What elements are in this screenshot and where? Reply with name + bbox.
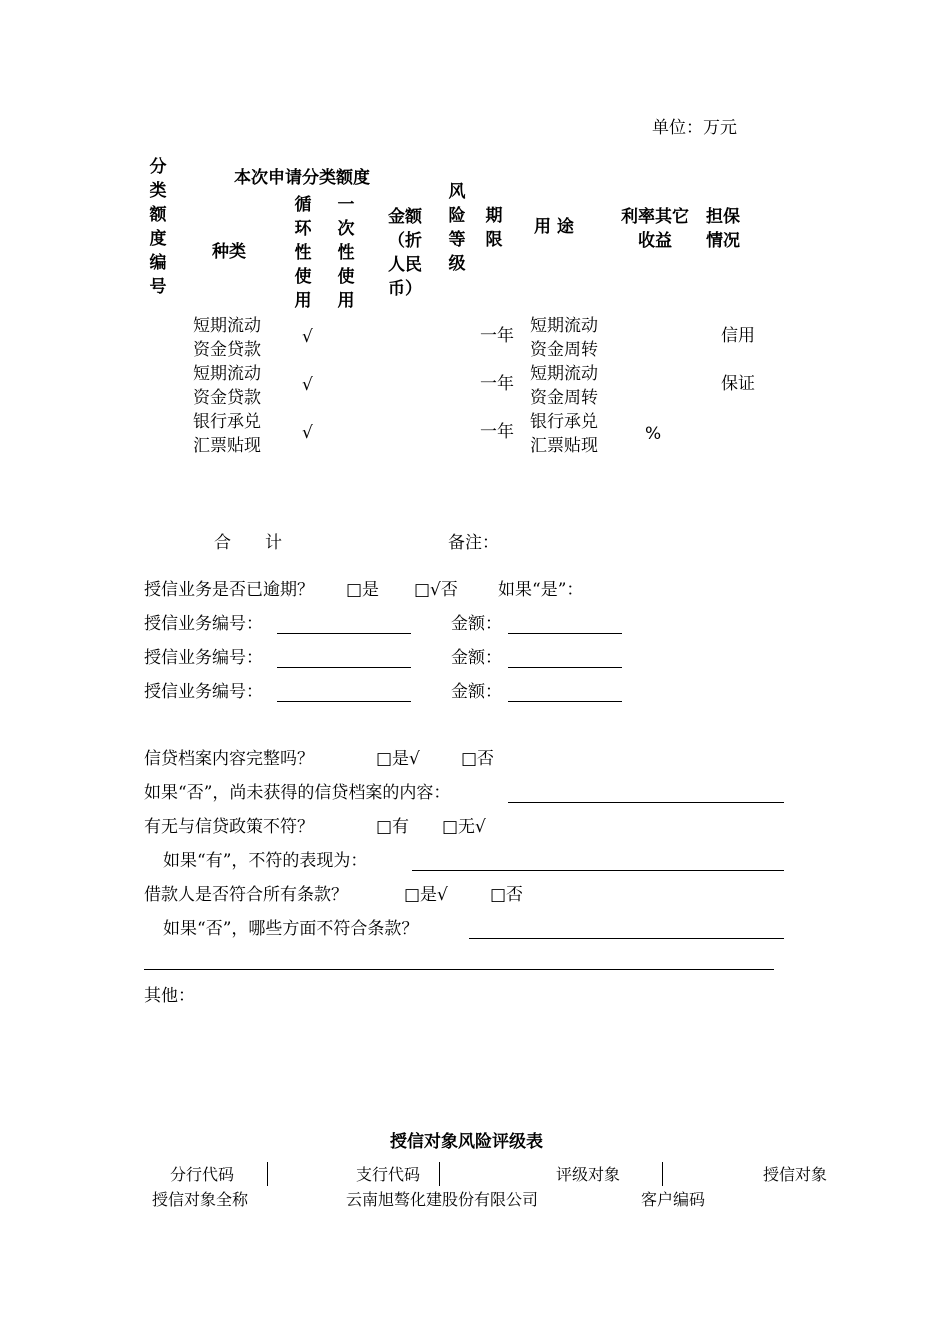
- rating-object-label: 评级对象: [556, 1165, 621, 1184]
- row-cyclic-check: √: [302, 375, 313, 395]
- row-term: 一年: [480, 326, 514, 346]
- terms-detail-field-continued[interactable]: [144, 969, 774, 970]
- terms-if-label: 如果“否”，哪些方面不符合条款？: [163, 919, 419, 939]
- row-term: 一年: [480, 374, 514, 394]
- amount-field[interactable]: [508, 633, 622, 634]
- other-label: 其他：: [144, 986, 195, 1006]
- header-amount: 金额（折人民币）: [388, 207, 422, 299]
- archive-yes-checkbox[interactable]: □是√: [376, 749, 420, 769]
- row-term: 一年: [480, 422, 514, 442]
- biz-no-label: 授信业务编号：: [144, 648, 263, 668]
- archive-no-checkbox[interactable]: □否: [461, 749, 495, 769]
- biz-no-label: 授信业务编号：: [144, 682, 263, 702]
- column-divider: [662, 1162, 663, 1186]
- row-guarantee: 保证: [721, 374, 755, 394]
- terms-detail-field[interactable]: [469, 938, 784, 939]
- row-type: 短期流动资金贷款: [193, 364, 261, 408]
- overdue-question: 授信业务是否已逾期？: [144, 580, 314, 600]
- amount-field[interactable]: [508, 701, 622, 702]
- overdue-no-checkbox[interactable]: □√否: [414, 580, 458, 600]
- amount-label: 金额：: [451, 648, 502, 668]
- row-rate: %: [645, 424, 662, 444]
- terms-question: 借款人是否符合所有条款？: [144, 885, 348, 905]
- header-cyclic: 循环性使用: [294, 195, 312, 311]
- amount-field[interactable]: [508, 667, 622, 668]
- row-guarantee: 信用: [721, 326, 755, 346]
- header-guarantee: 担保情况: [706, 207, 740, 251]
- archive-question: 信贷档案内容完整吗？: [144, 749, 314, 769]
- biz-no-label: 授信业务编号：: [144, 614, 263, 634]
- branch-code-label: 分行代码: [170, 1165, 235, 1184]
- policy-no-checkbox[interactable]: □无√: [442, 817, 486, 837]
- rating-title: 授信对象风险评级表: [390, 1132, 543, 1152]
- remark-label: 备注：: [448, 533, 499, 553]
- header-code: 分类额度编号: [149, 157, 167, 297]
- overdue-yes-checkbox[interactable]: □是: [346, 580, 380, 600]
- credit-object-label: 授信对象: [763, 1165, 828, 1184]
- header-risk: 风险等级: [448, 182, 466, 274]
- row-purpose: 短期流动资金周转: [530, 364, 598, 408]
- policy-detail-field[interactable]: [412, 870, 784, 871]
- biz-no-field[interactable]: [277, 667, 411, 668]
- terms-no-checkbox[interactable]: □否: [490, 885, 524, 905]
- header-group-title: 本次申请分类额度: [234, 168, 370, 188]
- row-cyclic-check: √: [302, 423, 313, 443]
- sub-branch-code-label: 支行代码: [356, 1165, 421, 1184]
- full-name-label: 授信对象全称: [152, 1190, 249, 1209]
- customer-code-label: 客户编码: [641, 1190, 706, 1209]
- row-type: 短期流动资金贷款: [193, 316, 261, 360]
- terms-yes-checkbox[interactable]: □是√: [404, 885, 448, 905]
- row-type: 银行承兑汇票贴现: [193, 412, 261, 456]
- header-term: 期限: [485, 206, 503, 250]
- archive-if-label: 如果“否”，尚未获得的信贷档案的内容：: [144, 783, 451, 803]
- header-rate: 利率其它收益: [621, 207, 689, 251]
- policy-question: 有无与信贷政策不符？: [144, 817, 314, 837]
- amount-label: 金额：: [451, 614, 502, 634]
- overdue-if-label: 如果“是”：: [498, 580, 584, 600]
- archive-missing-field[interactable]: [508, 802, 784, 803]
- unit-label: 单位：万元: [652, 118, 737, 138]
- column-divider: [439, 1162, 440, 1186]
- column-divider: [267, 1162, 268, 1186]
- policy-if-label: 如果“有”，不符的表现为：: [163, 851, 368, 871]
- header-type: 种类: [212, 242, 246, 262]
- full-name-value: 云南旭骜化建股份有限公司: [346, 1190, 539, 1209]
- row-purpose: 短期流动资金周转: [530, 316, 598, 360]
- total-label: 合 计: [214, 533, 282, 553]
- policy-yes-checkbox[interactable]: □有: [376, 817, 410, 837]
- biz-no-field[interactable]: [277, 633, 411, 634]
- header-purpose: 用 途: [534, 217, 574, 237]
- header-onetime: 一次性使用: [337, 195, 355, 311]
- amount-label: 金额：: [451, 682, 502, 702]
- biz-no-field[interactable]: [277, 701, 411, 702]
- row-cyclic-check: √: [302, 327, 313, 347]
- row-purpose: 银行承兑汇票贴现: [530, 412, 598, 456]
